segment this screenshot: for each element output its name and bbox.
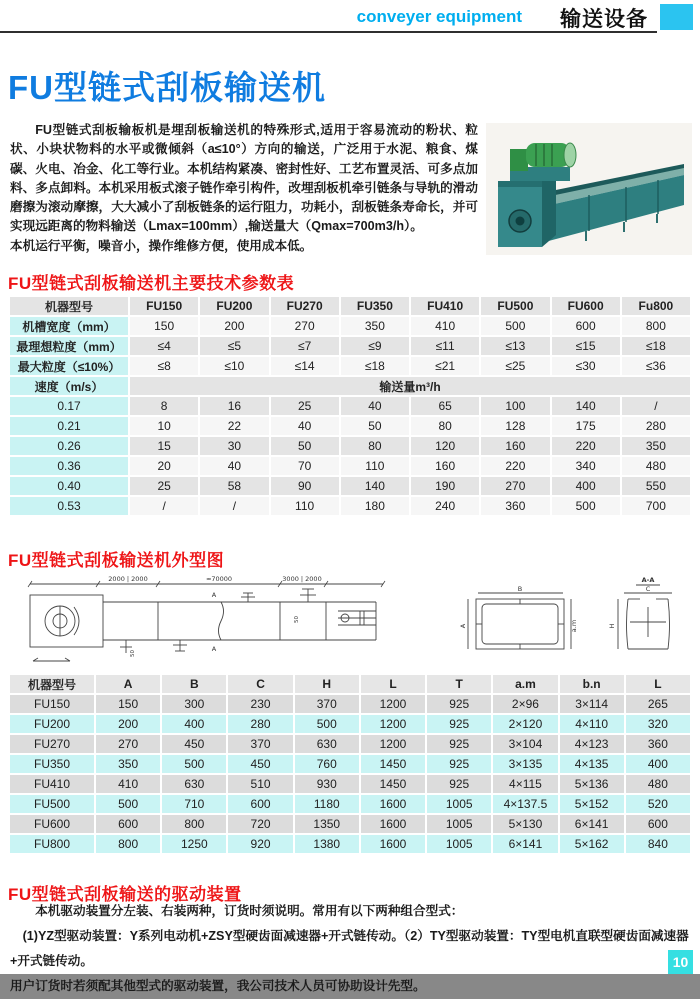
dim-value-cell: 710	[161, 794, 227, 814]
dim-value-cell: 800	[95, 834, 161, 854]
header-accent-square	[660, 4, 693, 30]
dim-value-cell: 5×152	[559, 794, 625, 814]
dim-value-cell: 5×136	[559, 774, 625, 794]
dim-50-right: 50	[294, 616, 300, 623]
param-value-cell: ≤25	[480, 356, 550, 376]
capacity-value-cell: 175	[551, 416, 621, 436]
dim-value-cell: 520	[625, 794, 691, 814]
dim-row	[9, 814, 691, 834]
section1-dim-b: B	[517, 585, 523, 593]
dim-header-cell: H	[294, 674, 360, 694]
capacity-value-cell: 20	[129, 456, 199, 476]
model-header-cell: FU350	[340, 296, 410, 316]
dim-value-cell: 925	[426, 774, 492, 794]
capacity-value-cell: /	[129, 496, 199, 516]
dim-value-cell: 450	[227, 754, 293, 774]
dim-value-cell: 500	[294, 714, 360, 734]
intro-text-1: FU型链式刮板输板机是埋刮板输送机的特殊形式,适用于容易流动的粉状、粒状、小块状物料的水平或微倾斜（a≤10°）方向的输送，广泛用于水泥、粮食、煤碳、火电、冶金、化工等行业。本机结构紧凑、密封性好、工艺布置灵活、可多点加料、多点卸料。本机采用板式滚子链作牵引构件，改埋刮板机牵引链条与导轨的滑动磨擦为滚动摩擦，大大减小了刮板链条的运行阻力，功耗小，刮板链条寿命长，并可实现远距离的物料输送（Lmax=100mm）,输送量大（Qmax=700m3/h）。	[10, 123, 478, 234]
param-value-cell: 150	[129, 316, 199, 336]
param-value-cell: ≤4	[129, 336, 199, 356]
capacity-value-cell: 40	[270, 416, 340, 436]
capacity-value-cell: 340	[551, 456, 621, 476]
param-value-cell: ≤18	[340, 356, 410, 376]
dim-value-cell: 2×120	[492, 714, 558, 734]
capacity-value-cell: 120	[410, 436, 480, 456]
speed-row-label: 0.26	[9, 436, 129, 456]
capacity-value-cell: 550	[621, 476, 691, 496]
dim-value-cell: 930	[294, 774, 360, 794]
capacity-value-cell: 90	[270, 476, 340, 496]
capacity-value-cell: 270	[480, 476, 550, 496]
dim-value-cell: 1600	[360, 794, 426, 814]
model-header-cell: FU500	[480, 296, 550, 316]
section1-dim-am: a.m	[570, 619, 578, 633]
dim-row-model: FU200	[9, 714, 95, 734]
dim-value-cell: 1600	[360, 814, 426, 834]
param-value-cell: ≤13	[480, 336, 550, 356]
param-value-cell: 270	[270, 316, 340, 336]
page-title: FU型链式刮板输送机	[8, 69, 326, 106]
param-value-cell: ≤15	[551, 336, 621, 356]
dim-value-cell: 1350	[294, 814, 360, 834]
capacity-value-cell: /	[199, 496, 269, 516]
model-header-cell: FU150	[129, 296, 199, 316]
dim-value-cell: 270	[95, 734, 161, 754]
dim-value-cell: 1200	[360, 734, 426, 754]
dim-value-cell: 300	[161, 694, 227, 714]
dim-value-cell: 840	[625, 834, 691, 854]
dim-value-cell: 4×123	[559, 734, 625, 754]
param-value-cell: 200	[199, 316, 269, 336]
dim-value-cell: 410	[95, 774, 161, 794]
dim-value-cell: 925	[426, 694, 492, 714]
speed-row	[9, 496, 691, 516]
dim-row	[9, 794, 691, 814]
capacity-value-cell: 400	[551, 476, 621, 496]
speed-row	[9, 436, 691, 456]
section2-dim-h: H	[608, 623, 616, 629]
dim-row	[9, 834, 691, 854]
dim-header-label: 机器型号	[9, 674, 95, 694]
param-row	[9, 336, 691, 356]
capacity-value-cell: 220	[480, 456, 550, 476]
dim-value-cell: 1380	[294, 834, 360, 854]
dim-value-cell: 370	[294, 694, 360, 714]
dim-header-cell: A	[95, 674, 161, 694]
capacity-value-cell: 110	[340, 456, 410, 476]
capacity-value-cell: 180	[340, 496, 410, 516]
model-header-cell: FU200	[199, 296, 269, 316]
dim-value-cell: 1250	[161, 834, 227, 854]
dim-row-model: FU410	[9, 774, 95, 794]
capacity-value-cell: 50	[340, 416, 410, 436]
param-value-cell: 800	[621, 316, 691, 336]
dim-row	[9, 774, 691, 794]
dim-row-model: FU270	[9, 734, 95, 754]
model-header-cell: FU600	[551, 296, 621, 316]
dim-label-2: ≈70000	[205, 575, 233, 583]
product-photo	[486, 123, 692, 255]
capacity-value-cell: 22	[199, 416, 269, 436]
model-header-cell: FU270	[270, 296, 340, 316]
param-value-cell: ≤11	[410, 336, 480, 356]
drive-heading: FU型链式刮板输送的驱动装置	[8, 885, 242, 904]
param-row-label: 最理想粒度（mm）	[9, 336, 129, 356]
dim-value-cell: 1180	[294, 794, 360, 814]
capacity-value-cell: 700	[621, 496, 691, 516]
capacity-value-cell: 15	[129, 436, 199, 456]
capacity-value-cell: 500	[551, 496, 621, 516]
dim-value-cell: 265	[625, 694, 691, 714]
param-value-cell: 500	[480, 316, 550, 336]
dim-value-cell: 1450	[360, 754, 426, 774]
dim-value-cell: 1200	[360, 694, 426, 714]
speed-header-label: 速度（m/s）	[9, 376, 129, 396]
capacity-value-cell: /	[621, 396, 691, 416]
speed-row	[9, 456, 691, 476]
capacity-value-cell: 100	[480, 396, 550, 416]
capacity-value-cell: 16	[199, 396, 269, 416]
params-table	[8, 295, 692, 517]
capacity-value-cell: 160	[410, 456, 480, 476]
speed-row-label: 0.21	[9, 416, 129, 436]
dim-value-cell: 1005	[426, 794, 492, 814]
dim-value-cell: 280	[227, 714, 293, 734]
dim-value-cell: 4×137.5	[492, 794, 558, 814]
capacity-value-cell: 280	[621, 416, 691, 436]
header-subtitle-en: conveyer equipment	[356, 7, 522, 26]
param-value-cell: ≤18	[621, 336, 691, 356]
capacity-value-cell: 480	[621, 456, 691, 476]
dim-value-cell: 6×141	[492, 834, 558, 854]
dim-value-cell: 1005	[426, 834, 492, 854]
dim-value-cell: 3×135	[492, 754, 558, 774]
dim-value-cell: 6×141	[559, 814, 625, 834]
dimensions-table	[8, 673, 692, 855]
param-row-label: 最大粒度（≤10%）	[9, 356, 129, 376]
dim-header-cell: L	[360, 674, 426, 694]
header-subtitle-cn: 输送设备	[560, 8, 648, 31]
dim-value-cell: 925	[426, 734, 492, 754]
dim-value-cell: 1005	[426, 814, 492, 834]
dim-value-cell: 4×110	[559, 714, 625, 734]
dim-50-left: 50	[130, 650, 136, 657]
dim-row	[9, 754, 691, 774]
dim-value-cell: 4×115	[492, 774, 558, 794]
dim-header-cell: B	[161, 674, 227, 694]
dim-value-cell: 360	[625, 734, 691, 754]
dim-value-cell: 2×96	[492, 694, 558, 714]
dim-label-1: 2000 | 2000	[108, 575, 148, 583]
dim-value-cell: 200	[95, 714, 161, 734]
dim-header-cell: T	[426, 674, 492, 694]
dim-value-cell: 760	[294, 754, 360, 774]
capacity-value-cell: 128	[480, 416, 550, 436]
capacity-value-cell: 30	[199, 436, 269, 456]
dim-value-cell: 400	[161, 714, 227, 734]
dim-header-cell: b.n	[559, 674, 625, 694]
drive-text-1: 本机驱动装置分左装、右装两种，订货时须说明。常用有以下两种组合型式：	[35, 904, 464, 918]
dim-value-cell: 4×135	[559, 754, 625, 774]
param-value-cell: ≤36	[621, 356, 691, 376]
dim-row-model: FU150	[9, 694, 95, 714]
dim-value-cell: 600	[95, 814, 161, 834]
dim-value-cell: 150	[95, 694, 161, 714]
param-row	[9, 356, 691, 376]
capacity-span-cell: 输送量m³/h	[129, 376, 691, 396]
dim-value-cell: 350	[95, 754, 161, 774]
dim-value-cell: 1600	[360, 834, 426, 854]
capacity-value-cell: 360	[480, 496, 550, 516]
param-value-cell: 350	[340, 316, 410, 336]
dim-value-cell: 3×114	[559, 694, 625, 714]
model-header-label: 机器型号	[9, 296, 129, 316]
param-value-cell: ≤10	[199, 356, 269, 376]
drive-paragraph	[10, 899, 694, 999]
capacity-value-cell: 25	[129, 476, 199, 496]
dim-row-model: FU500	[9, 794, 95, 814]
intro-paragraph	[10, 121, 692, 259]
dim-label-3: 3000 | 2000	[282, 575, 322, 583]
dimensions-header-row	[9, 674, 691, 694]
dim-value-cell: 925	[426, 754, 492, 774]
dim-value-cell: 3×104	[492, 734, 558, 754]
speed-row	[9, 476, 691, 496]
dim-value-cell: 500	[95, 794, 161, 814]
param-row	[9, 316, 691, 336]
param-value-cell: ≤5	[199, 336, 269, 356]
header-rule	[0, 31, 657, 33]
dim-value-cell: 920	[227, 834, 293, 854]
param-value-cell: ≤30	[551, 356, 621, 376]
param-value-cell: 600	[551, 316, 621, 336]
dim-value-cell: 600	[227, 794, 293, 814]
model-header-cell: Fu800	[621, 296, 691, 316]
dim-header-cell: C	[227, 674, 293, 694]
capacity-value-cell: 8	[129, 396, 199, 416]
dim-value-cell: 630	[294, 734, 360, 754]
capacity-value-cell: 58	[199, 476, 269, 496]
dim-value-cell: 510	[227, 774, 293, 794]
params-table-heading: FU型链式刮板输送机主要技术参数表	[8, 274, 295, 293]
speed-row-label: 0.53	[9, 496, 129, 516]
section2-dim-c: C	[645, 585, 651, 593]
capacity-value-cell: 110	[270, 496, 340, 516]
capacity-value-cell: 25	[270, 396, 340, 416]
capacity-value-cell: 65	[410, 396, 480, 416]
dim-value-cell: 1450	[360, 774, 426, 794]
param-row-label: 机槽宽度（mm）	[9, 316, 129, 336]
dim-value-cell: 370	[227, 734, 293, 754]
dim-row	[9, 714, 691, 734]
dim-value-cell: 450	[161, 734, 227, 754]
param-value-cell: ≤8	[129, 356, 199, 376]
param-value-cell: ≤9	[340, 336, 410, 356]
capacity-value-cell: 190	[410, 476, 480, 496]
model-header-cell: FU410	[410, 296, 480, 316]
dim-value-cell: 630	[161, 774, 227, 794]
speed-row-label: 0.40	[9, 476, 129, 496]
dim-value-cell: 5×162	[559, 834, 625, 854]
dim-value-cell: 925	[426, 714, 492, 734]
capacity-value-cell: 240	[410, 496, 480, 516]
dim-value-cell: 320	[625, 714, 691, 734]
outline-heading: FU型链式刮板输送机外型图	[8, 551, 225, 570]
param-value-cell: ≤14	[270, 356, 340, 376]
speed-header-row	[9, 376, 691, 396]
capacity-value-cell: 220	[551, 436, 621, 456]
dim-value-cell: 480	[625, 774, 691, 794]
dim-value-cell: 800	[161, 814, 227, 834]
speed-row	[9, 396, 691, 416]
dim-value-cell: 230	[227, 694, 293, 714]
dim-value-cell: 400	[625, 754, 691, 774]
dim-value-cell: 500	[161, 754, 227, 774]
speed-row	[9, 416, 691, 436]
dim-row-model: FU350	[9, 754, 95, 774]
capacity-value-cell: 140	[340, 476, 410, 496]
capacity-value-cell: 140	[551, 396, 621, 416]
dim-value-cell: 720	[227, 814, 293, 834]
outline-drawing	[8, 571, 692, 669]
dim-row-model: FU600	[9, 814, 95, 834]
section1-dim-a: A	[459, 623, 467, 629]
section-marker-a-bottom: A	[211, 645, 217, 653]
section2-title: A-A	[641, 576, 655, 584]
dim-header-cell: a.m	[492, 674, 558, 694]
speed-row-label: 0.17	[9, 396, 129, 416]
drive-text-2: (1)YZ型驱动装置：Y系列电动机+ZSY型硬齿面减速器+开式链传动。（2）TY型驱动装置：TY型电机直联型硬齿面减速器+开式链传动。	[10, 929, 689, 968]
section-marker-a-top: A	[211, 591, 217, 599]
intro-text-2: 本机运行平衡，噪音小，操作维修方便，使用成本低。	[10, 238, 313, 253]
dim-value-cell: 5×130	[492, 814, 558, 834]
capacity-value-cell: 350	[621, 436, 691, 456]
params-header-row	[9, 296, 691, 316]
dim-row-model: FU800	[9, 834, 95, 854]
speed-row-label: 0.36	[9, 456, 129, 476]
dim-header-cell: L	[625, 674, 691, 694]
param-value-cell: 410	[410, 316, 480, 336]
capacity-value-cell: 80	[340, 436, 410, 456]
dim-row	[9, 734, 691, 754]
capacity-value-cell: 70	[270, 456, 340, 476]
param-value-cell: ≤7	[270, 336, 340, 356]
drive-text-3: 用户订货时若须配其他型式的驱动装置，我公司技术人员可协助设计先型。	[10, 979, 426, 993]
param-value-cell: ≤21	[410, 356, 480, 376]
dim-value-cell: 1200	[360, 714, 426, 734]
capacity-value-cell: 40	[340, 396, 410, 416]
capacity-value-cell: 40	[199, 456, 269, 476]
capacity-value-cell: 50	[270, 436, 340, 456]
dim-row	[9, 694, 691, 714]
capacity-value-cell: 10	[129, 416, 199, 436]
page-number-badge: 10	[668, 950, 693, 974]
capacity-value-cell: 80	[410, 416, 480, 436]
capacity-value-cell: 160	[480, 436, 550, 456]
dim-value-cell: 600	[625, 814, 691, 834]
